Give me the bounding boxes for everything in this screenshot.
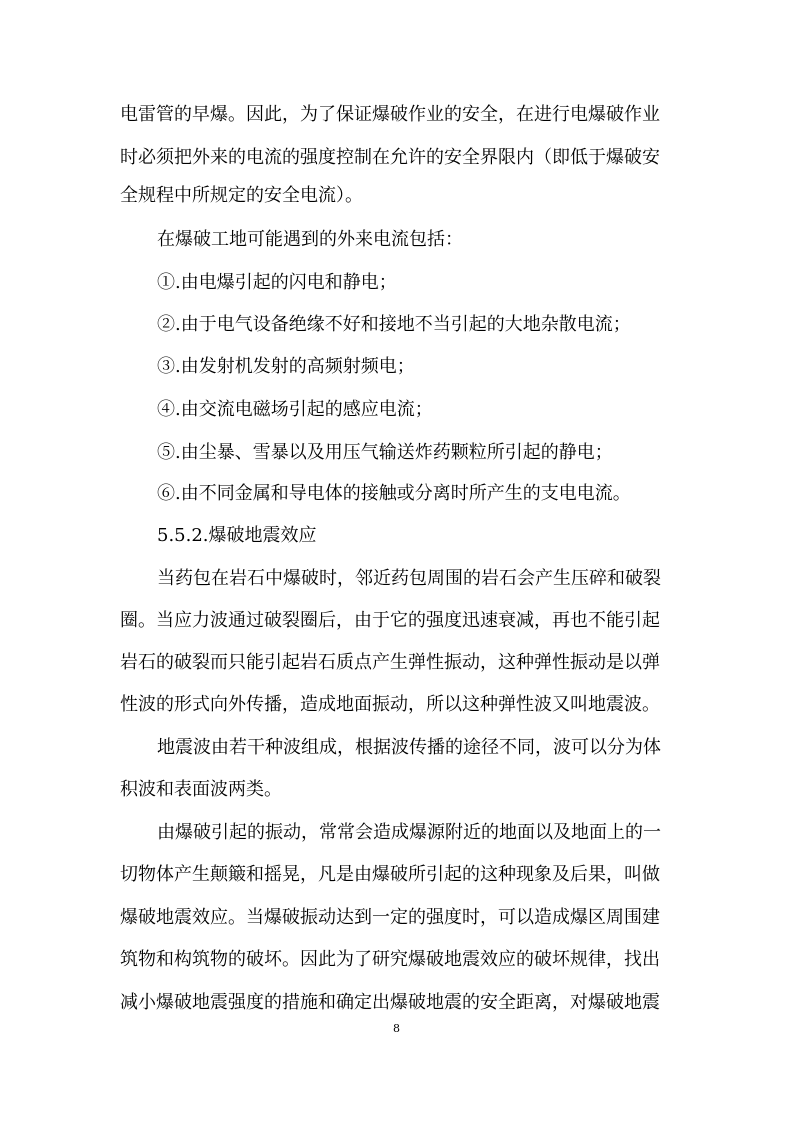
text-line: 地震波由若干种波组成，根据波传播的途径不同，波可以分为体 — [157, 737, 661, 758]
text-line: 岩石的破裂而只能引起岩石质点产生弹性振动，这种弹性振动是以弹 — [120, 652, 660, 673]
list-item: ①.由电爆引起的闪电和静电； — [157, 272, 397, 293]
list-item: ⑤.由尘暴、雪暴以及用压气输送炸药颗粒所引起的静电； — [157, 442, 613, 463]
text-line: 筑物和构筑物的破坏。因此为了研究爆破地震效应的破坏规律，找出 — [120, 949, 660, 970]
text-line: 当药包在岩石中爆破时，邻近药包周围的岩石会产生压碎和破裂 — [157, 568, 661, 589]
text-line: 电雷管的早爆。因此，为了保证爆破作业的安全，在进行电爆破作业 — [120, 104, 660, 125]
list-item: ②.由于电气设备绝缘不好和接地不当引起的大地杂散电流； — [157, 314, 631, 335]
text-line: 减小爆破地震强度的措施和确定出爆破地震的安全距离，对爆破地震 — [120, 992, 660, 1013]
section-heading: 5.5.2.爆破地震效应 — [157, 525, 317, 546]
text-line: 圈。当应力波通过破裂圈后，由于它的强度迅速衰减，再也不能引起 — [120, 610, 660, 631]
text-line: 切物体产生颠簸和摇晃，凡是由爆破所引起的这种现象及后果，叫做 — [120, 864, 660, 885]
text-line: 由爆破引起的振动，常常会造成爆源附近的地面以及地面上的一 — [157, 822, 661, 843]
list-item: ④.由交流电磁场引起的感应电流； — [157, 399, 433, 420]
text-line: 时必须把外来的电流的强度控制在允许的安全界限内（即低于爆破安 — [120, 147, 660, 168]
text-line: 积波和表面波两类。 — [120, 779, 282, 800]
text-line: 全规程中所规定的安全电流）。 — [120, 185, 363, 206]
text-line: 爆破地震效应。当爆破振动达到一定的强度时，可以造成爆区周围建 — [120, 907, 660, 928]
text-line: 在爆破工地可能遇到的外来电流包括： — [157, 229, 463, 250]
list-item: ③.由发射机发射的高频射频电； — [157, 356, 415, 377]
text-line: 性波的形式向外传播，造成地面振动，所以这种弹性波又叫地震波。 — [120, 694, 660, 715]
page-number: 8 — [393, 1022, 400, 1035]
list-item: ⑥.由不同金属和导电体的接触或分离时所产生的支电电流。 — [157, 483, 631, 504]
